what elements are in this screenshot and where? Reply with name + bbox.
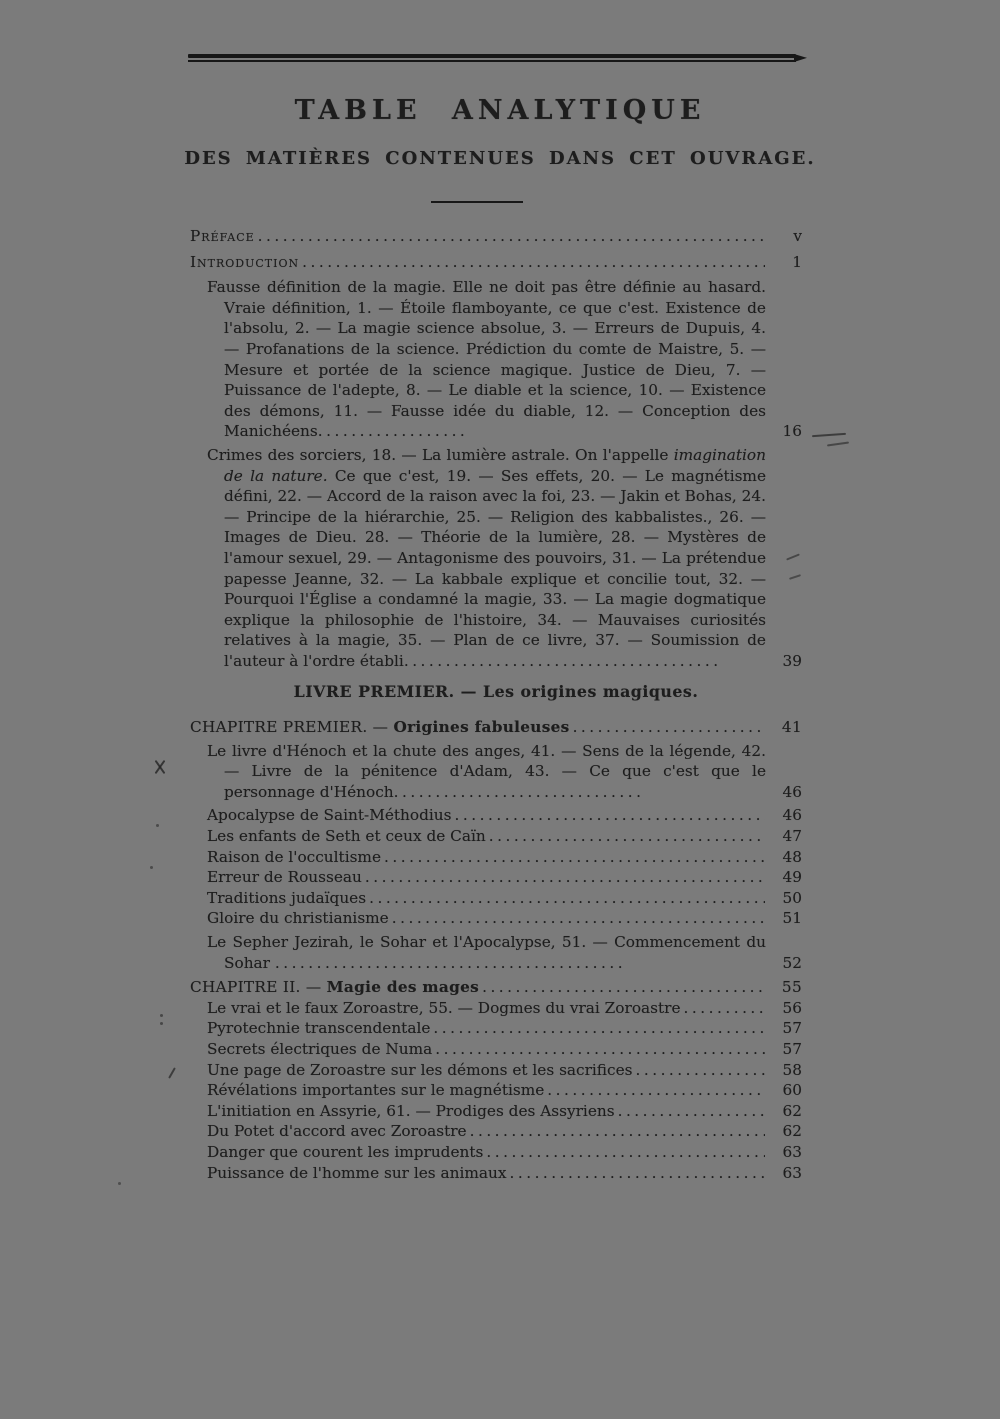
toc-entry-label: [207, 888, 366, 909]
dot-leader: [547, 1080, 765, 1101]
toc-paragraph-text: [207, 278, 766, 440]
toc-entry-text: CHAPITRE II. —: [190, 978, 327, 997]
toc-entry-text: Gloire du christianisme: [207, 909, 389, 928]
toc-entry-label: [207, 998, 681, 1019]
toc-paragraph: [190, 741, 802, 803]
paragraph-segment: Ce que c'est, 19. — Ses effets, 20. — Le magnétisme défini, 22. — Accord de la raison avec la foi, 23. — Jakin et Bohas, 24. — Principe de la hiérarchie, 25. — Religion des kabbalistes., 26. — Images de Dieu. 28. — Théorie de la lumière, 28. — Mystères de l'amour sexuel, 29. — Antagonisme des pouvoirs, 31. — La prétendue papesse Jeanne, 32. — La kabbale explique et concilie tout, 32. — Pourquoi l'Église a condamné la magie, 33. — La magie dogmatique explique la philosophie de l'histoire, 34. — Mauvaises curiosités relatives à la magie, 35. — Plan de ce livre, 37. — Soumission de l'auteur à l'ordre établi: [224, 466, 766, 670]
toc-entry: [190, 1163, 802, 1184]
toc-entry-label: [207, 1163, 506, 1184]
dot-leader: [392, 908, 765, 929]
toc-entry-text: Le vrai et le faux Zoroastre, 55. — Dogmes du vrai Zoroastre: [207, 998, 681, 1017]
handwritten-dash: [827, 441, 849, 446]
scan-speck: [160, 1014, 163, 1017]
page-number: 51: [782, 909, 802, 928]
page-number: 39: [782, 651, 802, 670]
scan-speck: [160, 1022, 163, 1025]
page-number: 63: [782, 1163, 802, 1182]
dot-leader: [635, 1060, 765, 1081]
paragraph-segment: Le livre d'Hénoch et la chute des anges, 41. — Sens de la légende, 42. — Livre de la pénitence d'Adam, 43. — Ce que c'est que le personnage d'Hénoch: [207, 741, 766, 801]
toc-entry-label: [207, 1080, 544, 1101]
toc-entry-text: Préface: [190, 227, 255, 245]
toc-entry: [190, 226, 802, 247]
scan-speck: [156, 824, 159, 827]
toc-entry-text: Apocalypse de Saint-Méthodius: [207, 806, 452, 825]
toc-entry-label: [207, 1060, 632, 1081]
section-divider: [431, 201, 523, 203]
toc-entry: [190, 1142, 802, 1163]
page-number: 56: [782, 998, 802, 1017]
rule-thick-line: [188, 54, 796, 58]
dot-leader: [573, 717, 765, 738]
page-number: 41: [781, 718, 802, 737]
page-title: TABLE ANALYTIQUE: [294, 95, 706, 126]
toc-entry-title: Origines fabuleuses: [393, 718, 570, 737]
page-number: 46: [782, 806, 802, 825]
toc-entry-label: [207, 1018, 430, 1039]
scan-speck: [118, 1182, 121, 1185]
toc-entry: [190, 717, 802, 738]
toc-entry: [190, 805, 802, 826]
page-number: 57: [782, 1019, 802, 1038]
italic-phrase: imagination de la nature.: [224, 445, 766, 485]
page-number: 63: [782, 1142, 802, 1161]
toc-entry-label: [190, 717, 570, 738]
dot-leader: ..............................: [393, 782, 645, 801]
dot-leader: [369, 888, 765, 909]
toc-entry-text: Danger que courent les imprudents: [207, 1142, 484, 1161]
toc-entry-text: L'initiation en Assyrie, 61. — Prodiges des Assyriens: [207, 1101, 615, 1120]
dot-leader: ..........................................: [274, 953, 627, 972]
toc-entry: [190, 1080, 802, 1101]
handwritten-dash: [812, 433, 846, 437]
toc-entry: [190, 1121, 802, 1142]
dot-leader: [486, 1142, 765, 1163]
page-number: 55: [781, 978, 802, 997]
toc-entry-label: [207, 1101, 615, 1122]
page-number: v: [793, 227, 802, 245]
toc-entry-text: Les enfants de Seth et ceux de Caïn: [207, 827, 486, 846]
toc-entry-text: Traditions judaïques: [207, 888, 367, 907]
toc-entry-title: Magie des mages: [326, 978, 480, 997]
page-number: 62: [782, 1122, 802, 1141]
dot-leader: [618, 1101, 765, 1122]
toc-entry-text: Une page de Zoroastre sur les démons et les sacrifices: [207, 1060, 633, 1079]
page-number: 49: [782, 868, 802, 887]
page-number: 16: [782, 422, 802, 441]
paragraph-segment: Crimes des sorciers, 18. — La lumière astrale. On l'appelle: [207, 445, 674, 464]
page-number: 52: [782, 953, 802, 972]
toc-entry-label: [207, 1142, 483, 1163]
page-subtitle: DES MATIÈRES CONTENUES DANS CET OUVRAGE.: [184, 148, 816, 169]
toc-paragraph-text: [207, 742, 766, 801]
dot-leader: [470, 1121, 765, 1142]
page-number: 47: [782, 827, 802, 846]
toc-paragraph: [190, 445, 802, 672]
paragraph-segment: Le Sepher Jezirah, le Sohar et l'Apocalypse, 51. — Commencement du Sohar: [207, 933, 766, 972]
dot-leader: [482, 977, 765, 998]
toc-entry-text: Révélations importantes sur le magnétisme: [207, 1081, 545, 1100]
toc-entry-label: [207, 805, 452, 826]
page-number: 62: [782, 1101, 802, 1120]
toc-entry-text: Introduction: [190, 252, 300, 271]
toc-entry: [190, 1039, 802, 1060]
toc-entry: [190, 1101, 802, 1122]
toc-entry: [190, 1060, 802, 1081]
toc-entry-text: Puissance de l'homme sur les animaux: [207, 1163, 507, 1182]
dot-leader: [433, 1018, 765, 1039]
toc-entry-label: [190, 252, 299, 273]
toc-paragraph-text: [207, 933, 766, 972]
toc-paragraph: [190, 932, 802, 973]
toc-entry-text: Raison de l'occultisme: [207, 847, 381, 866]
toc-entry-label: [207, 867, 362, 888]
dot-leader: [365, 867, 765, 888]
dot-leader: [509, 1163, 765, 1184]
toc-entry-label: [190, 977, 479, 998]
toc-entry-label: [207, 1039, 432, 1060]
toc-entry: [190, 888, 802, 909]
toc-entry-label: [207, 908, 389, 929]
dot-leader: ......................................: [403, 651, 722, 670]
dot-leader: [258, 226, 765, 247]
scan-speck: [150, 866, 153, 869]
toc-entry: [190, 908, 802, 929]
page-number: 46: [782, 782, 802, 801]
page-number: 58: [782, 1060, 802, 1079]
dot-leader: ..................: [317, 422, 469, 441]
toc-entry-label: [207, 1121, 467, 1142]
dot-leader: [302, 252, 765, 273]
page-number: 57: [782, 1039, 802, 1058]
toc-entry: [190, 847, 802, 868]
ornamental-rule: [188, 54, 796, 62]
toc-paragraph-text: [207, 446, 766, 670]
handwritten-slash: [168, 1067, 176, 1078]
table-of-contents: [190, 226, 802, 1183]
toc-entry: [190, 252, 802, 273]
toc-entry-label: [190, 226, 255, 247]
book-section-heading: LIVRE PREMIER. — Les origines magiques.: [293, 682, 699, 702]
dot-leader: [384, 847, 765, 868]
toc-entry: [190, 1018, 802, 1039]
dot-leader: [455, 805, 765, 826]
toc-entry-text: Erreur de Rousseau: [207, 868, 362, 887]
toc-entry-text: CHAPITRE PREMIER. —: [190, 718, 394, 737]
toc-entry-text: Secrets électriques de Numa: [207, 1039, 433, 1058]
dot-leader: [435, 1039, 765, 1060]
toc-entry: [190, 867, 802, 888]
rule-thin-line: [188, 60, 796, 62]
toc-entry: [190, 826, 802, 847]
dot-leader: [489, 826, 765, 847]
dot-leader: [684, 998, 765, 1019]
page-number: 1: [792, 252, 802, 271]
toc-entry: [190, 998, 802, 1019]
toc-entry-text: Du Potet d'accord avec Zoroastre: [207, 1122, 467, 1141]
page-number: 60: [782, 1081, 802, 1100]
paragraph-segment: Fausse définition de la magie. Elle ne doit pas être définie au hasard. Vraie définition, 1. — Étoile flamboyante, ce que c'est. Existence de l'absolu, 2. — La magie science absolue, 3. — Erreurs de Dupuis, 4. — Profanations de la science. Prédiction du comte de Maistre, 5. — Mesure et portée de la science magique. Justice de Dieu, 7. — Puissance de l'adepte, 8. — Le diable et la science, 10. — Existence des démons, 11. — Fausse idée du diable, 12. — Conception des Manichéens: [207, 278, 766, 441]
toc-entry: [190, 977, 802, 998]
rule-end-ornament: [794, 54, 807, 62]
toc-paragraph: [190, 277, 802, 442]
toc-entry-text: Pyrotechnie transcendentale: [207, 1019, 431, 1038]
toc-entry-label: [207, 847, 381, 868]
toc-entry-label: [207, 826, 486, 847]
page-number: 48: [782, 847, 802, 866]
page-number: 50: [782, 888, 802, 907]
